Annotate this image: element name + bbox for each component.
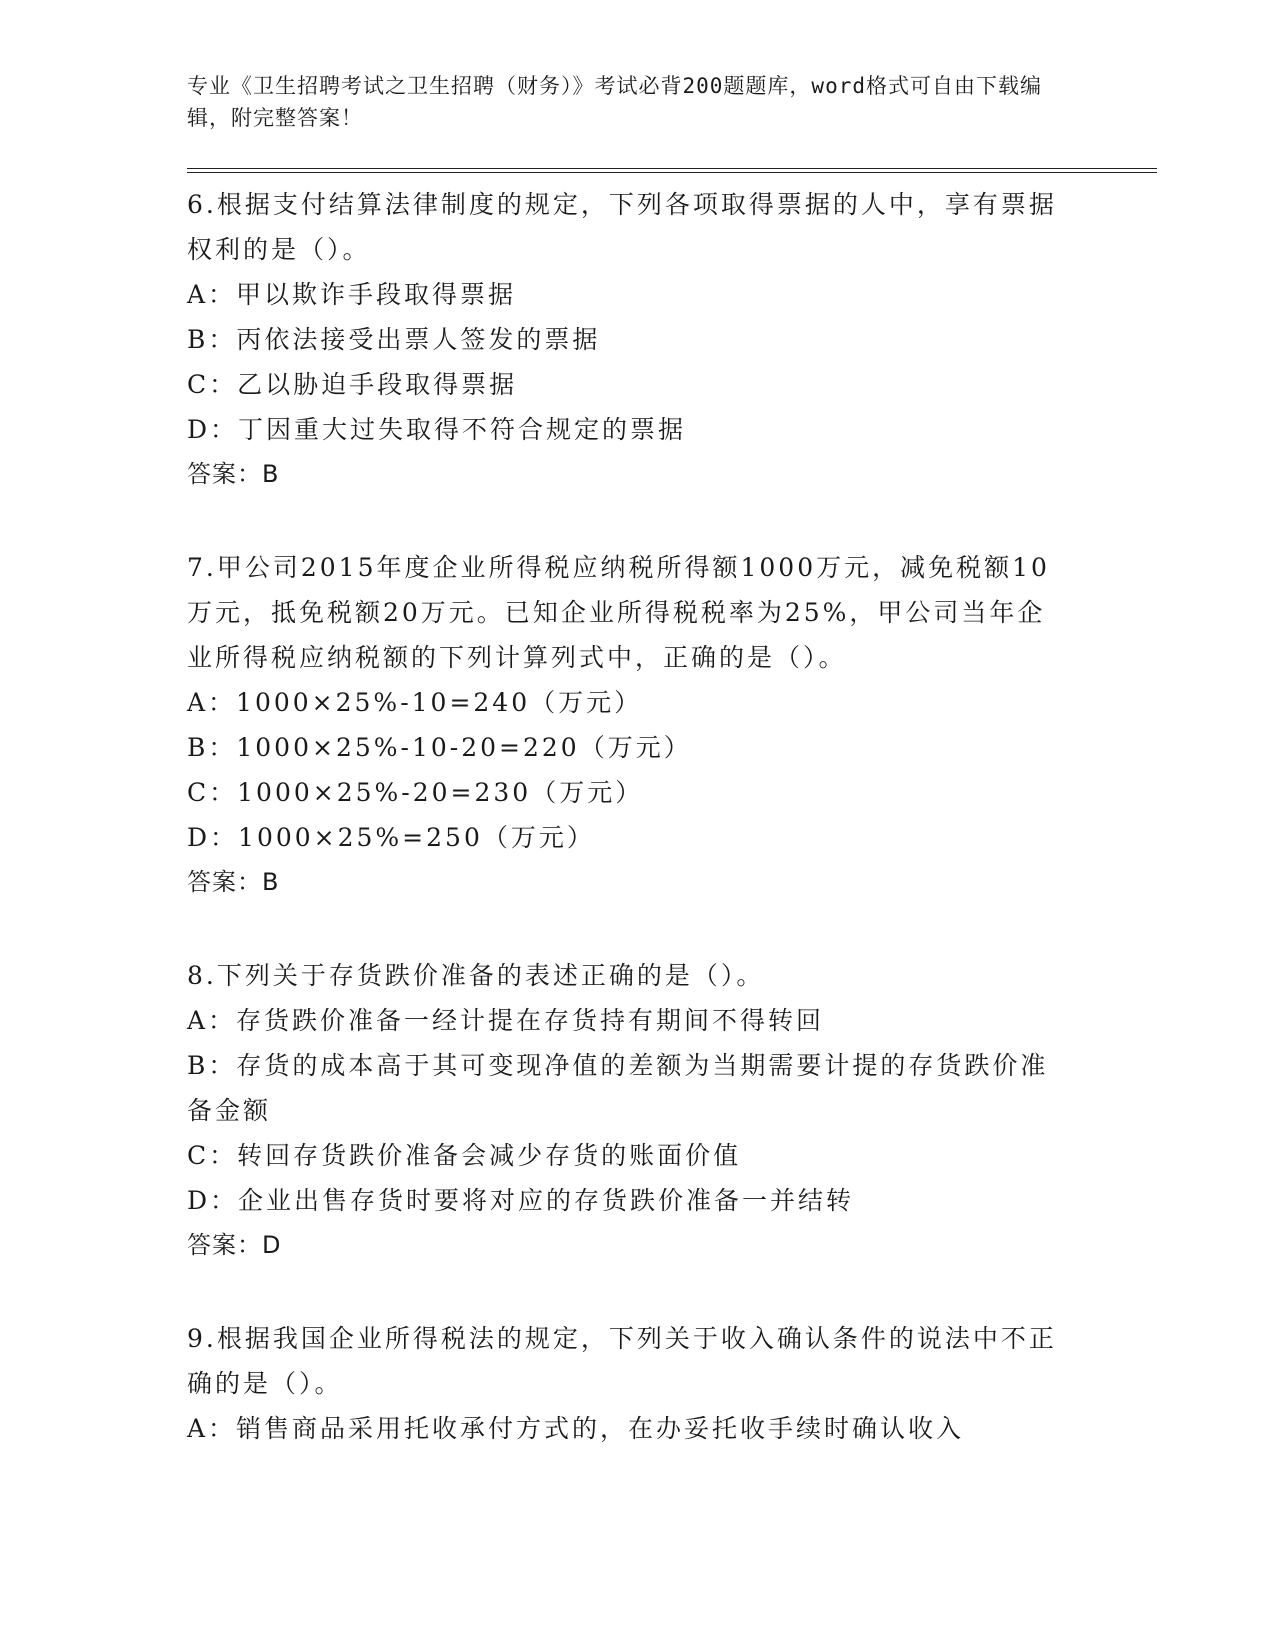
header-divider [187, 168, 1157, 173]
option-d: D：企业出售存货时要将对应的存货跌价准备一并结转 [187, 1186, 855, 1215]
question-9 [187, 1316, 1157, 1451]
document-page [187, 70, 1157, 1499]
question-stem: 7.甲公司2015年度企业所得税应纳税所得额1000万元，减免税额10万元，抵免税额20万元。已知企业所得税税率为25%，甲公司当年企业所得税应纳税额的下列计算列式中，正确的是（）。 [187, 553, 1050, 672]
option-b: B：丙依法接受出票人签发的票据 [187, 325, 601, 354]
answer-line: 答案：D [187, 1231, 282, 1259]
answer-line: 答案：B [187, 460, 280, 488]
question-list [187, 182, 1157, 1451]
option-a: A：1000×25%-10=240（万元） [187, 688, 643, 717]
question-6 [187, 182, 1157, 497]
question-8 [187, 953, 1157, 1268]
question-stem: 9.根据我国企业所得税法的规定，下列关于收入确认条件的说法中不正确的是（）。 [187, 1324, 1057, 1398]
question-stem: 6.根据支付结算法律制度的规定，下列各项取得票据的人中，享有票据权利的是（）。 [187, 190, 1057, 264]
option-d: D：丁因重大过失取得不符合规定的票据 [187, 415, 687, 444]
option-d: D：1000×25%=250（万元） [187, 823, 595, 852]
option-b: B：存货的成本高于其可变现净值的差额为当期需要计提的存货跌价准备金额 [187, 1051, 1049, 1125]
document-header: 专业《卫生招聘考试之卫生招聘（财务）》考试必背200题题库，word格式可自由下载编辑，附完整答案！ [187, 74, 1042, 130]
option-c: C：1000×25%-20=230（万元） [187, 778, 644, 807]
option-c: C：乙以胁迫手段取得票据 [187, 370, 518, 399]
option-c: C：转回存货跌价准备会减少存货的账面价值 [187, 1141, 742, 1170]
option-a: A：销售商品采用托收承付方式的，在办妥托收手续时确认收入 [187, 1414, 965, 1443]
option-b: B：1000×25%-10-20=220（万元） [187, 733, 692, 762]
question-stem: 8.下列关于存货跌价准备的表述正确的是（）。 [187, 961, 765, 990]
question-7 [187, 545, 1157, 905]
option-a: A：存货跌价准备一经计提在存货持有期间不得转回 [187, 1006, 825, 1035]
answer-line: 答案：B [187, 868, 280, 896]
option-a: A：甲以欺诈手段取得票据 [187, 280, 517, 309]
